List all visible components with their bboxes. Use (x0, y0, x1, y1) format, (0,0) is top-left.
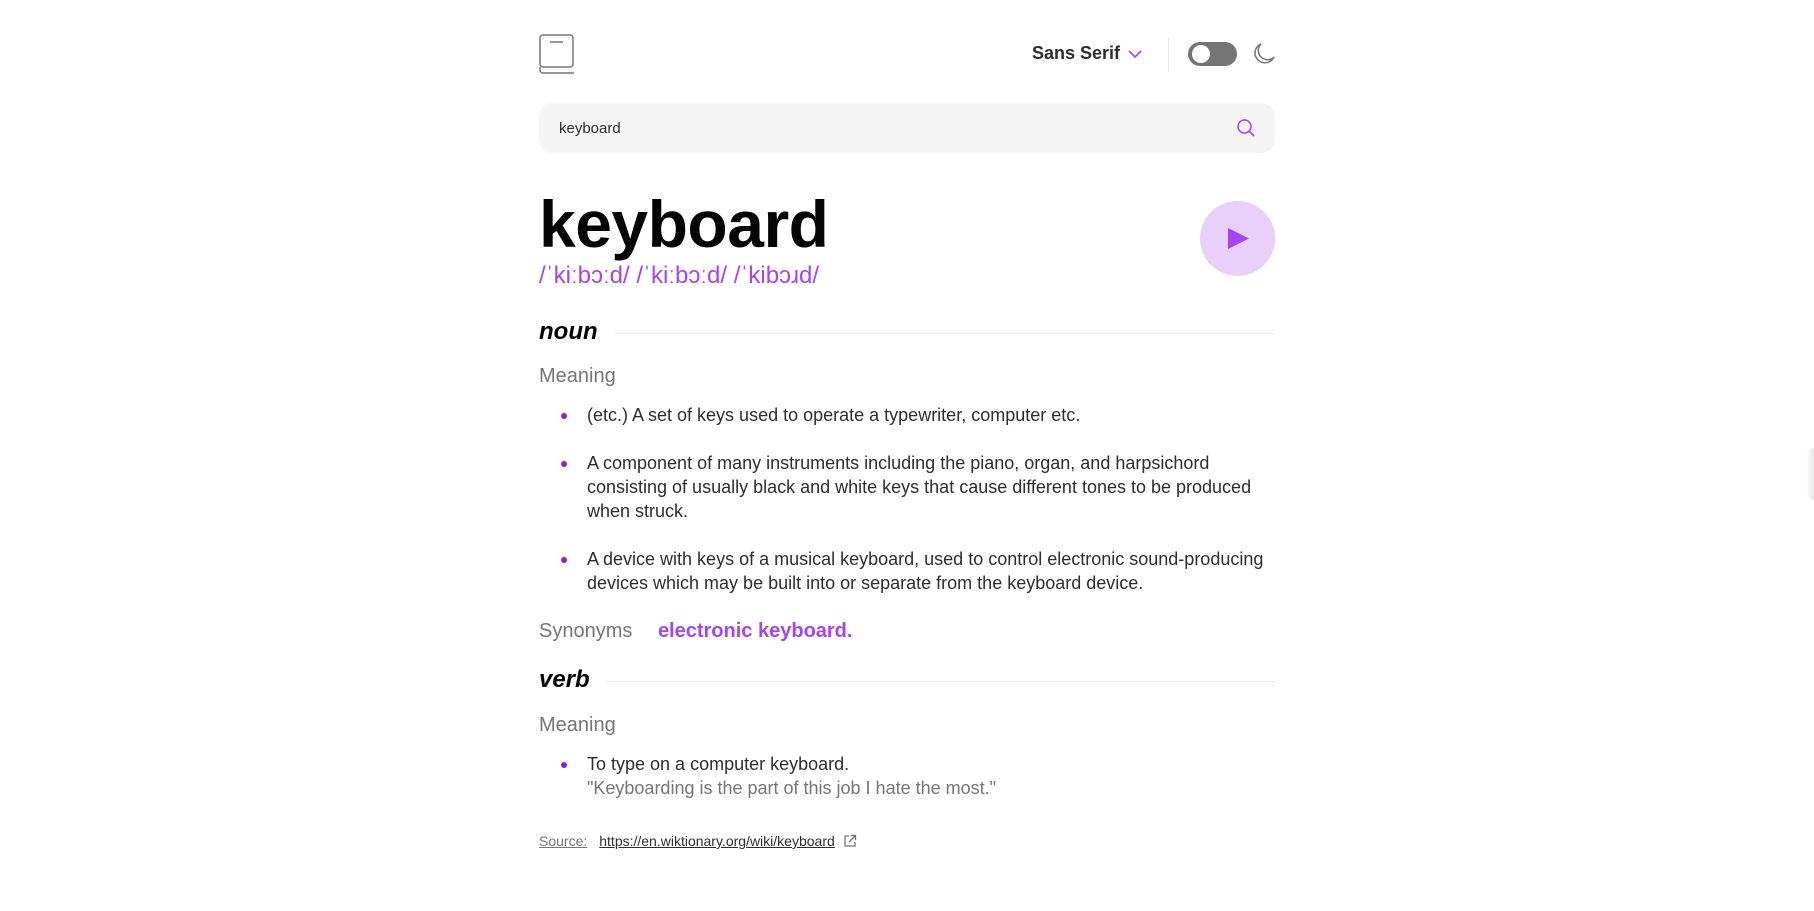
bullet (561, 413, 567, 419)
external-link-icon[interactable] (843, 834, 857, 848)
play-audio-button[interactable] (1200, 201, 1275, 276)
word-title: keyboard (539, 187, 829, 261)
font-selector[interactable] (1032, 43, 1142, 64)
moon-icon[interactable] (1251, 41, 1275, 65)
pos-label: noun (539, 318, 598, 345)
meaning-label: Meaning (539, 714, 616, 736)
source-row (539, 832, 857, 850)
source-label: Source: (539, 833, 588, 849)
source-link[interactable]: https://en.wiktionary.org/wiki/keyboard (599, 833, 835, 849)
pos-divider (615, 333, 1275, 334)
bullet (561, 762, 567, 768)
definition-item: To type on a computer keyboard. (587, 754, 850, 774)
play-icon (1228, 228, 1249, 249)
bullet (561, 461, 567, 467)
synonyms-label: Synonyms (539, 620, 633, 642)
definition-item: (etc.) A set of keys used to operate a typewriter, computer etc. (587, 405, 1081, 425)
book-logo-icon[interactable] (539, 34, 575, 74)
edge-shadow (1806, 448, 1814, 500)
part-of-speech-noun (539, 317, 1275, 347)
phonetic-text: /ˈkiːbɔːd/ /ˈkiːbɔːd/ /ˈkibɔɹd/ (539, 262, 820, 289)
part-of-speech-verb (539, 665, 1275, 695)
synonym-link[interactable]: electronic keyboard. (657, 620, 853, 642)
definition-item: A device with keys of a musical keyboard, used to control electronic sound-producing devices which may be built into or separate from the keyboard device. (587, 549, 1264, 593)
synonyms-row (539, 618, 852, 644)
pos-label: verb (539, 666, 590, 693)
toggle-knob (1192, 45, 1210, 63)
font-selector-label: Sans Serif (1031, 43, 1120, 63)
theme-toggle[interactable] (1188, 42, 1237, 66)
chevron-down-icon (1128, 49, 1142, 59)
header (539, 34, 1275, 74)
meaning-label: Meaning (539, 365, 616, 387)
search-input[interactable] (559, 103, 1199, 153)
bullet (561, 557, 567, 563)
search-bar (539, 103, 1275, 153)
definition-example: "Keyboarding is the part of this job I hate the most." (587, 778, 997, 798)
header-divider (1168, 37, 1169, 72)
search-icon[interactable] (1237, 119, 1255, 137)
pos-divider (607, 681, 1275, 682)
definition-item: A component of many instruments including the piano, organ, and harpsichord consisting of usually black and white keys that cause different tones to be produced when struck. (587, 453, 1252, 521)
